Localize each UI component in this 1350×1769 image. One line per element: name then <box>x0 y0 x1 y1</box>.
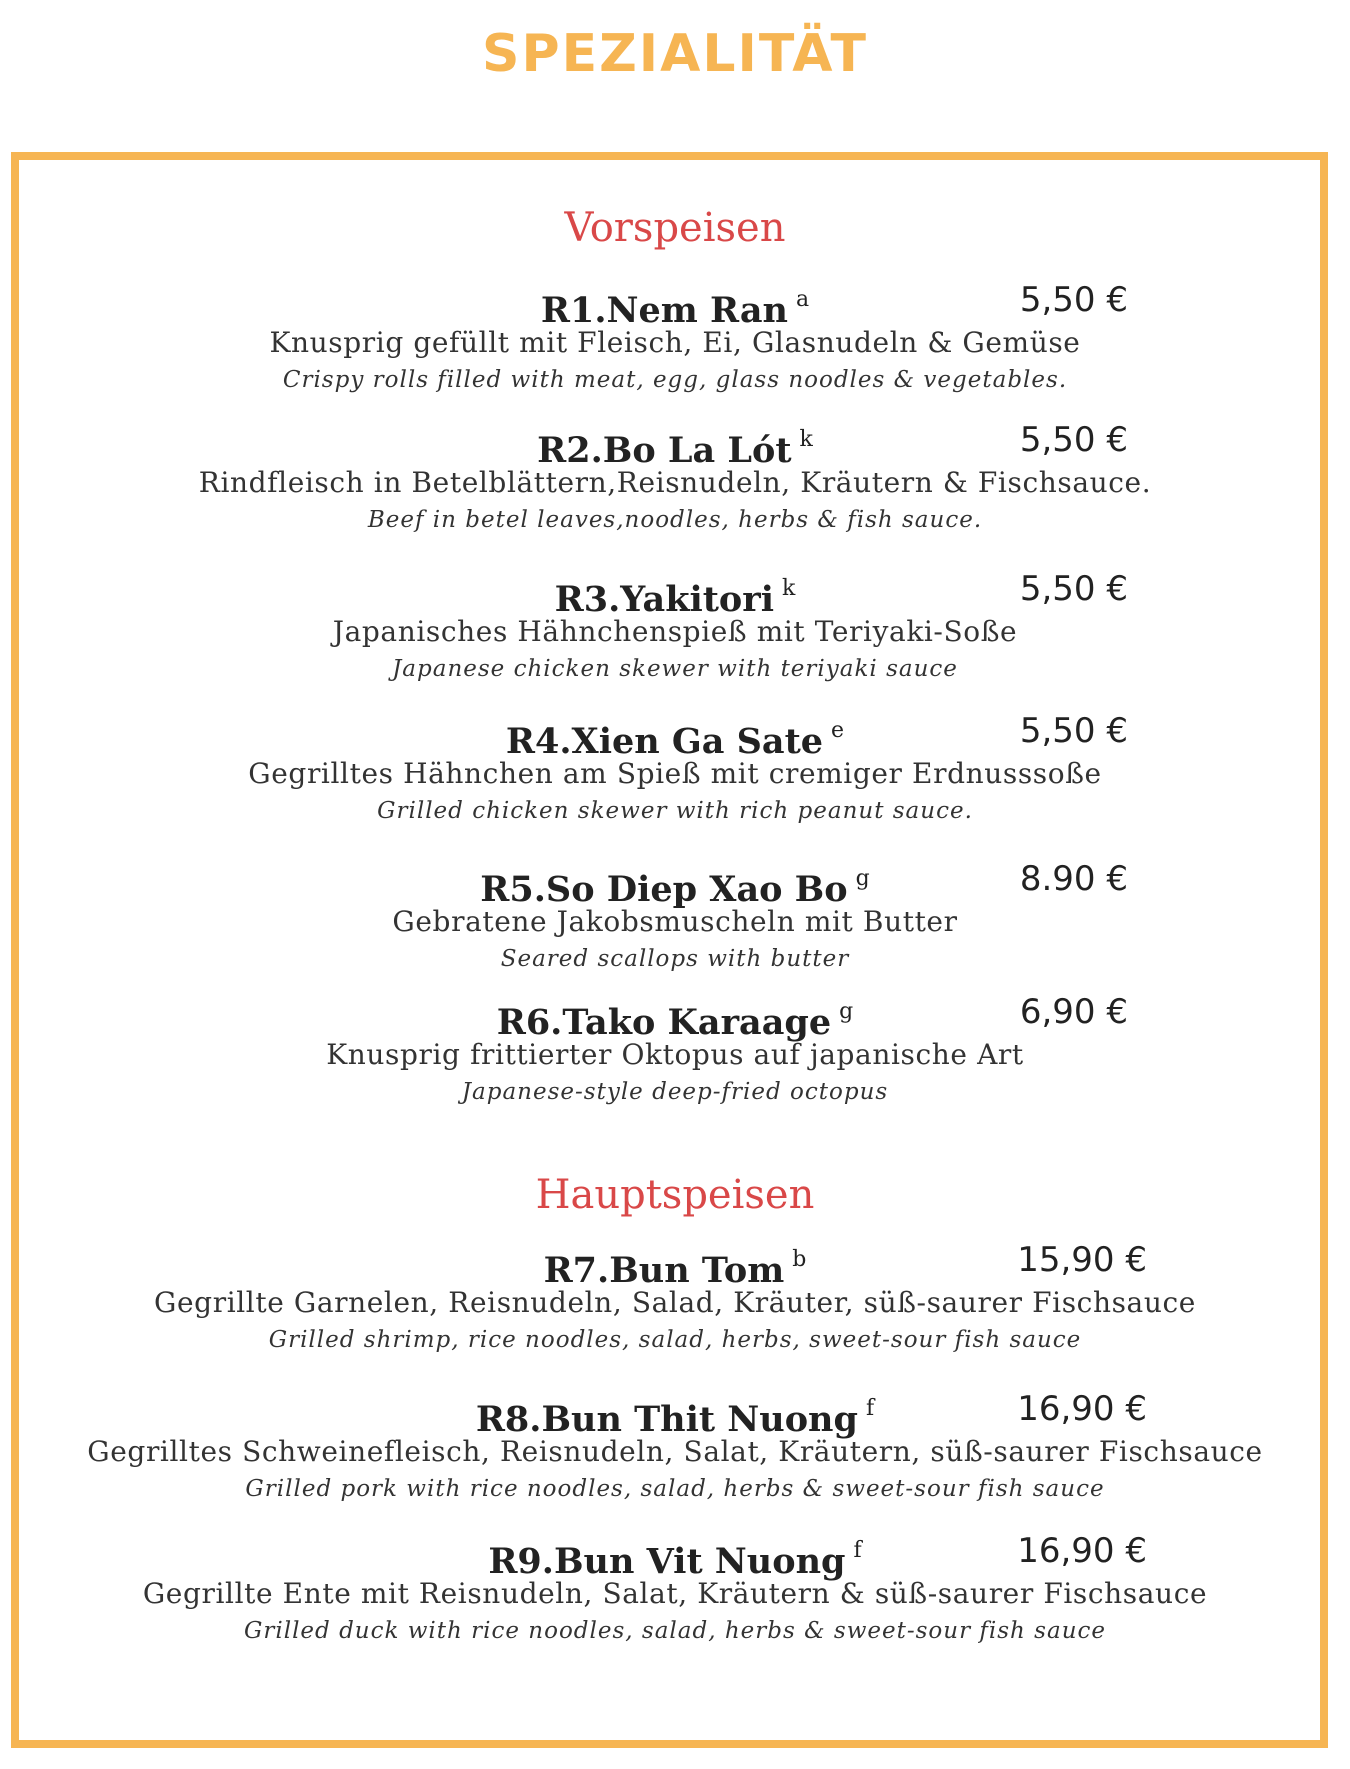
item-name-row <box>0 415 1350 471</box>
item-name-row <box>0 275 1350 331</box>
item-description-en: Crispy rolls filled with meat, egg, glass noodles & vegetables. <box>282 367 1068 393</box>
allergen-mark: f <box>865 1396 875 1421</box>
item-description-en: Grilled shrimp, rice noodles, salad, herbs, sweet-sour fish sauce <box>268 1327 1082 1353</box>
item-name-row <box>0 1384 1350 1440</box>
allergen-mark: g <box>839 999 854 1024</box>
item-price: 5,50 € <box>1019 420 1128 460</box>
item-name: R1.Nem Ran $^a$ <box>540 287 810 331</box>
item-description-de: Gegrillte Ente mit Reisnudeln, Salat, Kräutern & süß-saurer Fischsauce <box>142 1577 1208 1610</box>
item-name: R3.Yakitori $^k$ <box>554 576 796 620</box>
item-name-row <box>0 987 1350 1043</box>
item-price: 5,50 € <box>1019 569 1128 609</box>
item-price: 16,90 € <box>1017 1389 1147 1429</box>
item-name-row <box>0 1235 1350 1291</box>
item-name: R7.Bun Tom $^b$ <box>543 1247 807 1291</box>
item-price: 16,90 € <box>1017 1531 1147 1571</box>
item-description-en: Beef in betel leaves,noodles, herbs & fish sauce. <box>367 507 983 533</box>
item-description-de: Rindfleisch in Betelblättern,Reisnudeln, Kräutern & Fischsauce. <box>198 466 1152 499</box>
item-description-de: Gegrillte Garnelen, Reisnudeln, Salad, Kräuter, süß-saurer Fischsauce <box>154 1286 1196 1319</box>
section-title-vorspeisen: Vorspeisen <box>564 205 786 251</box>
item-description-en: Grilled pork with rice noodles, salad, herbs & sweet-sour fish sauce <box>245 1476 1105 1502</box>
allergen-mark: e <box>831 718 845 743</box>
item-price: 15,90 € <box>1017 1240 1147 1280</box>
item-description-de: Gegrilltes Schweinefleisch, Reisnudeln, Salat, Kräutern, süß-saurer Fischsauce <box>87 1435 1263 1468</box>
allergen-mark: a <box>796 287 810 312</box>
allergen-mark: k <box>782 576 796 601</box>
item-name: R4.Xien Ga Sate $^e$ <box>505 718 845 762</box>
allergen-mark: f <box>853 1538 862 1563</box>
item-price: 5,50 € <box>1019 711 1128 751</box>
item-description-en: Grilled duck with rice noodles, salad, herbs & sweet-sour fish sauce <box>243 1618 1107 1644</box>
item-name-row <box>0 564 1350 620</box>
item-price: 6,90 € <box>1019 992 1128 1032</box>
item-description-de: Gebratene Jakobsmuscheln mit Butter <box>392 905 958 938</box>
item-description-de: Japanisches Hähnchenspieß mit Teriyaki-Soße <box>332 615 1018 648</box>
item-description-de: Gegrilltes Hähnchen am Spieß mit cremiger Erdnusssoße <box>248 757 1102 790</box>
page-title: SPEZIALITÄT <box>482 24 868 84</box>
allergen-mark: g <box>855 866 870 891</box>
item-description-de: Knusprig gefüllt mit Fleisch, Ei, Glasnudeln & Gemüse <box>269 326 1081 359</box>
item-description-en: Japanese-style deep-fried octopus <box>461 1079 889 1105</box>
item-name-row <box>0 854 1350 910</box>
item-description-de: Knusprig frittierter Oktopus auf japanische Art <box>326 1038 1024 1071</box>
item-name: R9.Bun Vit Nuong $^f$ <box>488 1538 862 1582</box>
item-name: R2.Bo La Lót $^k$ <box>537 427 813 471</box>
allergen-mark: k <box>799 427 813 452</box>
item-name: R8.Bun Thit Nuong $^f$ <box>475 1396 875 1440</box>
item-name: R5.So Diep Xao Bo $^g$ <box>480 866 870 910</box>
item-name-row <box>0 1526 1350 1582</box>
allergen-mark: b <box>792 1247 807 1272</box>
item-description-en: Seared scallops with butter <box>500 946 850 972</box>
item-name-row <box>0 706 1350 762</box>
item-price: 5,50 € <box>1019 280 1128 320</box>
item-description-en: Japanese chicken skewer with teriyaki sauce <box>392 656 958 682</box>
item-price: 8.90 € <box>1019 859 1128 899</box>
item-name: R6.Tako Karaage $^g$ <box>496 999 854 1043</box>
section-title-hauptspeisen: Hauptspeisen <box>535 1172 815 1218</box>
item-description-en: Grilled chicken skewer with rich peanut sauce. <box>377 798 973 824</box>
